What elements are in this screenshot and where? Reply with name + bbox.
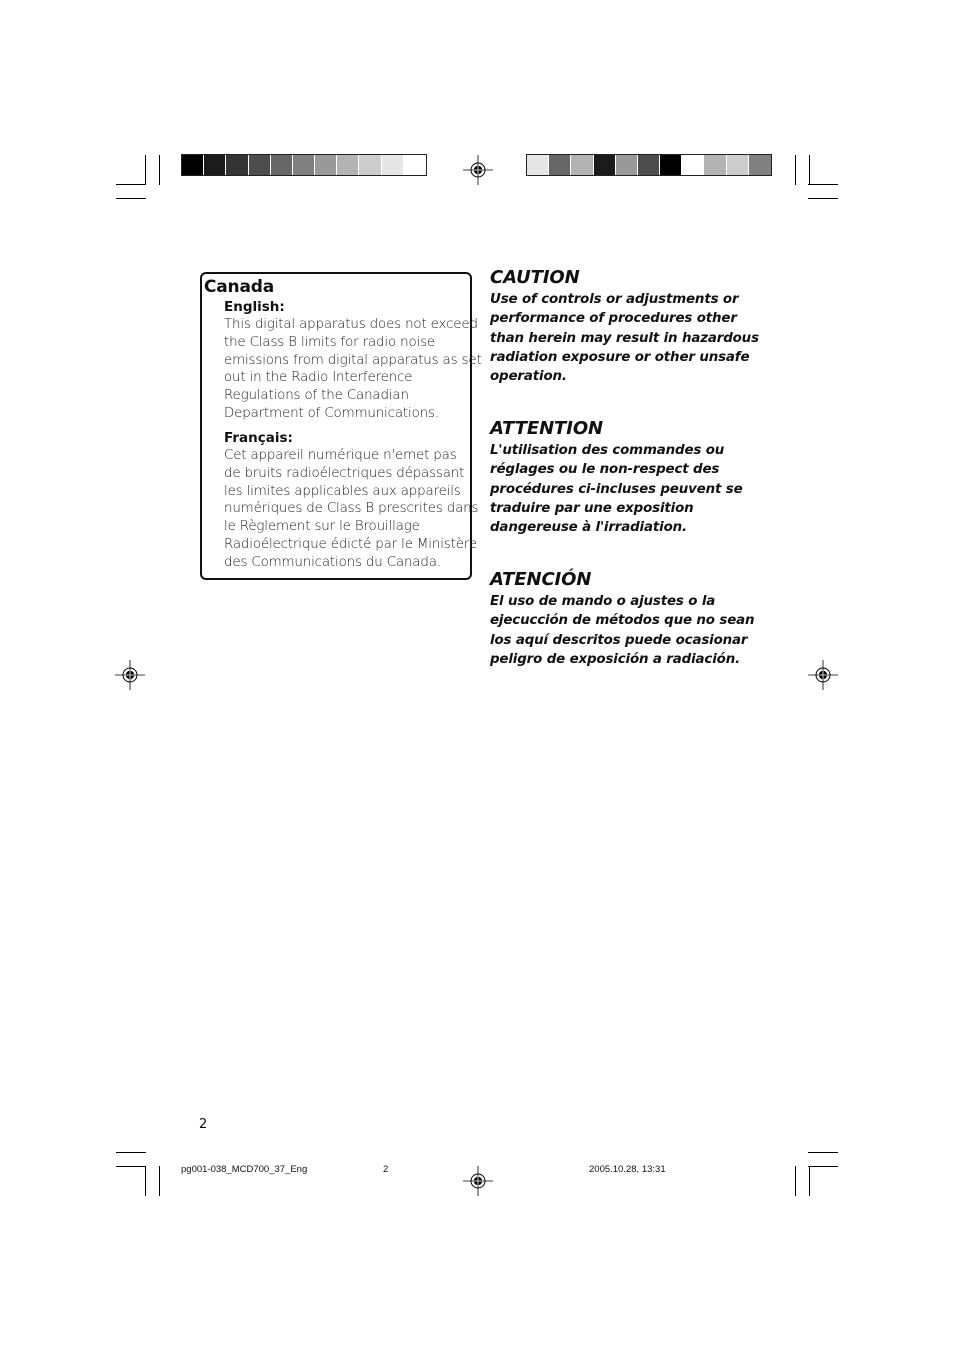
crop-mark xyxy=(809,155,810,185)
text-line: Regulations of the Canadian xyxy=(224,388,409,404)
text-line: than herein may result in hazardous xyxy=(490,330,759,346)
crop-mark xyxy=(808,184,838,185)
crop-mark xyxy=(145,1166,146,1196)
color-swatch xyxy=(226,155,248,175)
text-line: Use of controls or adjustments or xyxy=(490,292,739,307)
text-line: Cet appareil numérique n'emet pas xyxy=(224,448,457,463)
crop-mark xyxy=(116,198,146,199)
english-heading: English: xyxy=(224,299,285,315)
registration-target-icon xyxy=(463,155,493,185)
attention-text xyxy=(490,441,760,537)
caution-heading: CAUTION xyxy=(490,267,580,288)
francais-paragraph xyxy=(224,447,479,572)
color-swatch xyxy=(404,155,426,175)
crop-mark xyxy=(159,155,160,185)
text-line: out in the Radio Interference xyxy=(224,370,413,386)
color-calibration-bar-left xyxy=(181,154,427,176)
atencion-heading: ATENCIÓN xyxy=(490,569,592,590)
registration-target-icon xyxy=(808,660,838,690)
text-line: réglages ou le non-respect des xyxy=(490,462,720,478)
atencion-text xyxy=(490,592,760,669)
color-swatch xyxy=(382,155,404,175)
color-calibration-bar-right xyxy=(526,154,772,176)
slug-filename: pg001-038_MCD700_37_Eng xyxy=(181,1164,308,1175)
color-swatch xyxy=(594,155,616,175)
slug-page: 2 xyxy=(383,1164,389,1175)
color-swatch xyxy=(271,155,293,175)
francais-heading: Français: xyxy=(224,430,293,446)
registration-target-icon xyxy=(115,660,145,690)
color-swatch xyxy=(315,155,337,175)
crop-mark xyxy=(116,1166,146,1167)
color-swatch xyxy=(182,155,204,175)
text-line: performance of procedures other xyxy=(490,311,737,327)
text-line: ejecucción de métodos que no sean xyxy=(490,613,755,629)
color-swatch xyxy=(682,155,704,175)
color-swatch xyxy=(704,155,726,175)
text-line: numériques de Class B prescrites dans xyxy=(224,501,479,517)
crop-mark xyxy=(145,155,146,185)
crop-mark xyxy=(808,1152,838,1153)
text-line: les limites applicables aux appareils xyxy=(224,483,461,499)
text-line: traduire par une exposition xyxy=(490,500,694,516)
crop-mark xyxy=(116,184,146,185)
text-line: emissions from digital apparatus as set xyxy=(224,352,482,368)
text-line: the Class B limits for radio noise xyxy=(224,334,435,350)
color-swatch xyxy=(727,155,749,175)
color-swatch xyxy=(749,155,771,175)
page-number: 2 xyxy=(199,1117,208,1132)
english-paragraph xyxy=(224,316,482,423)
color-swatch xyxy=(204,155,226,175)
text-line: des Communications du Canada. xyxy=(224,554,441,570)
text-line: radiation exposure or other unsafe xyxy=(490,349,750,365)
slug-timestamp: 2005.10.28, 13:31 xyxy=(589,1164,666,1175)
text-line: procédures ci-incluses peuvent se xyxy=(490,481,743,497)
text-line: peligro de exposición a radiación. xyxy=(490,651,741,667)
text-line: Department of Communications. xyxy=(224,405,439,421)
crop-mark xyxy=(808,198,838,199)
crop-mark xyxy=(159,1166,160,1196)
text-line: L'utilisation des commandes ou xyxy=(490,443,725,458)
color-swatch xyxy=(337,155,359,175)
crop-mark xyxy=(116,1152,146,1153)
crop-mark xyxy=(808,1166,838,1167)
text-line: de bruits radioélectriques dépassant xyxy=(224,465,465,481)
registration-target-icon xyxy=(463,1166,493,1196)
text-line: Radioélectrique édicté par le Ministère xyxy=(224,536,477,552)
color-swatch xyxy=(638,155,660,175)
crop-mark xyxy=(795,155,796,185)
text-line: This digital apparatus does not exceed xyxy=(224,317,478,332)
text-line: le Règlement sur le Brouillage xyxy=(224,519,420,535)
color-swatch xyxy=(616,155,638,175)
color-swatch xyxy=(660,155,682,175)
text-line: operation. xyxy=(490,369,567,385)
attention-heading: ATTENTION xyxy=(490,418,603,439)
crop-mark xyxy=(809,1166,810,1196)
caution-text xyxy=(490,290,760,386)
color-swatch xyxy=(549,155,571,175)
color-swatch xyxy=(359,155,381,175)
color-swatch xyxy=(293,155,315,175)
canada-heading: Canada xyxy=(204,277,274,297)
crop-mark xyxy=(795,1166,796,1196)
text-line: dangereuse à l'irradiation. xyxy=(490,520,687,536)
color-swatch xyxy=(249,155,271,175)
text-line: El uso de mando o ajustes o la xyxy=(490,594,716,609)
text-line: los aquí descritos puede ocasionar xyxy=(490,632,748,648)
color-swatch xyxy=(527,155,549,175)
color-swatch xyxy=(571,155,593,175)
